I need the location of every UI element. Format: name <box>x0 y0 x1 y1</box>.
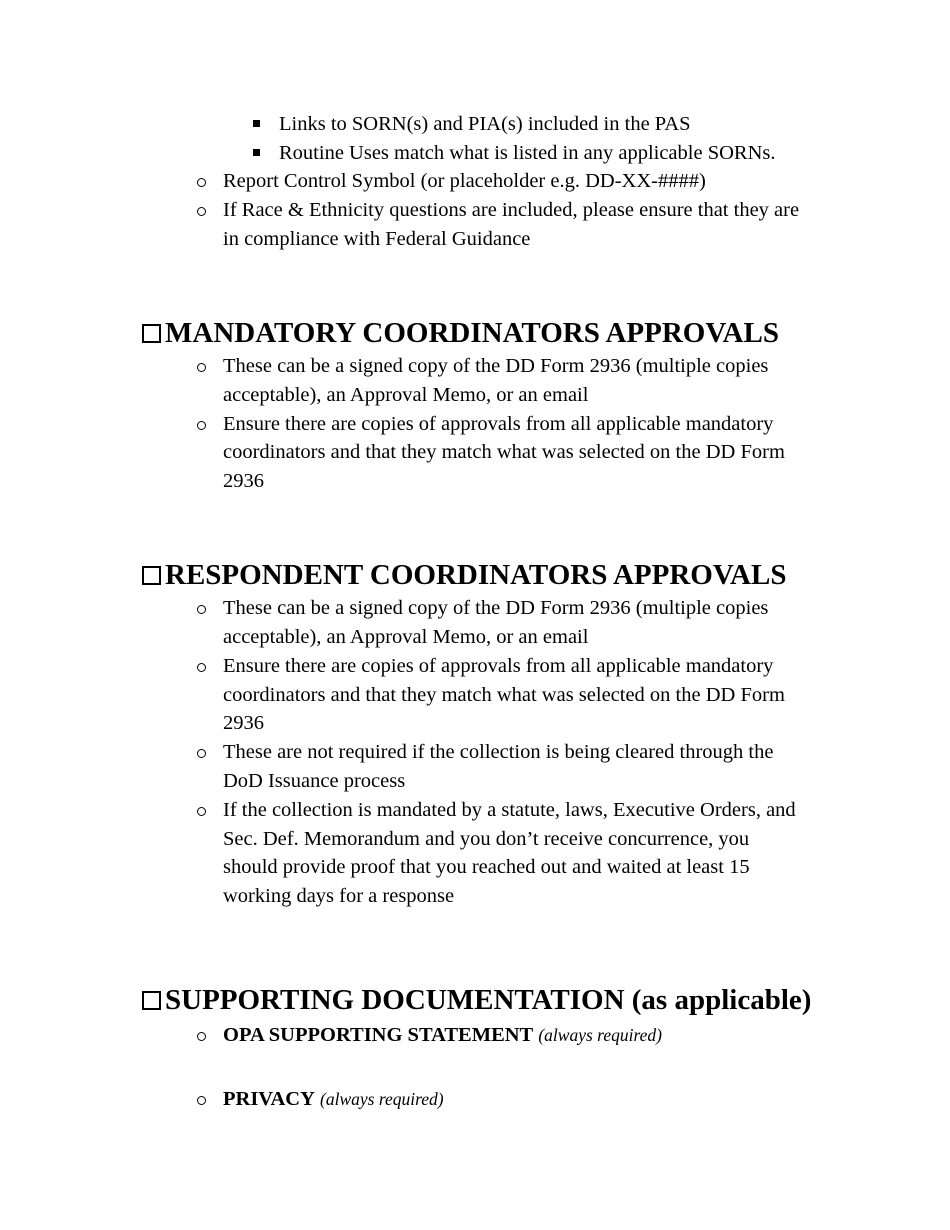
list-item-text: 2936 <box>223 470 264 492</box>
supporting-item-title: PRIVACY <box>223 1088 315 1110</box>
list-item-text: coordinators and that they match what was selected on the DD Form <box>223 684 785 706</box>
supporting-item <box>223 1085 444 1114</box>
list-item-text: Ensure there are copies of approvals from all applicable mandatory <box>223 413 774 435</box>
circle-bullet-icon <box>197 605 206 614</box>
circle-bullet-icon <box>197 178 206 187</box>
list-item-text: These are not required if the collection is being cleared through the <box>223 741 774 763</box>
circle-bullet-icon <box>197 421 206 430</box>
circle-bullet-icon <box>197 207 206 216</box>
list-item-text: in compliance with Federal Guidance <box>223 228 531 250</box>
list-item-text: should provide proof that you reached out and waited at least 15 <box>223 856 750 878</box>
section-heading-text: RESPONDENT COORDINATORS APPROVALS <box>165 559 787 591</box>
circle-bullet-icon <box>197 1096 206 1105</box>
list-item-text: These can be a signed copy of the DD Form 2936 (multiple copies <box>223 597 769 619</box>
section-heading-supporting <box>142 983 811 1017</box>
section-heading-respondent <box>142 558 786 592</box>
section-heading-text: MANDATORY COORDINATORS APPROVALS <box>165 317 779 349</box>
list-item-text: These can be a signed copy of the DD Form 2936 (multiple copies <box>223 355 769 377</box>
list-item-text: acceptable), an Approval Memo, or an email <box>223 384 589 406</box>
checkbox-icon[interactable] <box>142 324 161 343</box>
list-item-text: If the collection is mandated by a statute, laws, Executive Orders, and <box>223 799 796 821</box>
circle-bullet-icon <box>197 749 206 758</box>
supporting-item <box>223 1021 662 1050</box>
circle-bullet-icon <box>197 807 206 816</box>
list-item-text: working days for a response <box>223 885 455 907</box>
list-item-text: coordinators and that they match what was selected on the DD Form <box>223 441 785 463</box>
list-item-text: If Race & Ethnicity questions are included, please ensure that they are <box>223 199 800 221</box>
checkbox-icon[interactable] <box>142 566 161 585</box>
section-heading-mandatory <box>142 316 779 350</box>
circle-bullet-icon <box>197 363 206 372</box>
checkbox-icon[interactable] <box>142 991 161 1010</box>
list-item-text: Ensure there are copies of approvals from all applicable mandatory <box>223 655 774 677</box>
list-item-text: acceptable), an Approval Memo, or an email <box>223 626 589 648</box>
supporting-item-title: OPA SUPPORTING STATEMENT <box>223 1024 534 1046</box>
list-item-text: DoD Issuance process <box>223 770 406 792</box>
sub-bullet-text: Routine Uses match what is listed in any applicable SORNs. <box>279 142 776 164</box>
sub-bullet-text: Links to SORN(s) and PIA(s) included in the PAS <box>279 113 691 135</box>
section-heading-text: SUPPORTING DOCUMENTATION (as applicable) <box>165 984 812 1016</box>
square-bullet-icon <box>253 120 260 127</box>
list-item-text: 2936 <box>223 712 264 734</box>
list-item-text: Sec. Def. Memorandum and you don’t receive concurrence, you <box>223 828 750 850</box>
square-bullet-icon <box>253 149 260 156</box>
circle-bullet-icon <box>197 663 206 672</box>
list-item-text: Report Control Symbol (or placeholder e.g. DD-XX-####) <box>223 170 706 192</box>
supporting-item-note: (always required) <box>538 1025 662 1045</box>
supporting-item-note: (always required) <box>320 1089 444 1109</box>
circle-bullet-icon <box>197 1032 206 1041</box>
